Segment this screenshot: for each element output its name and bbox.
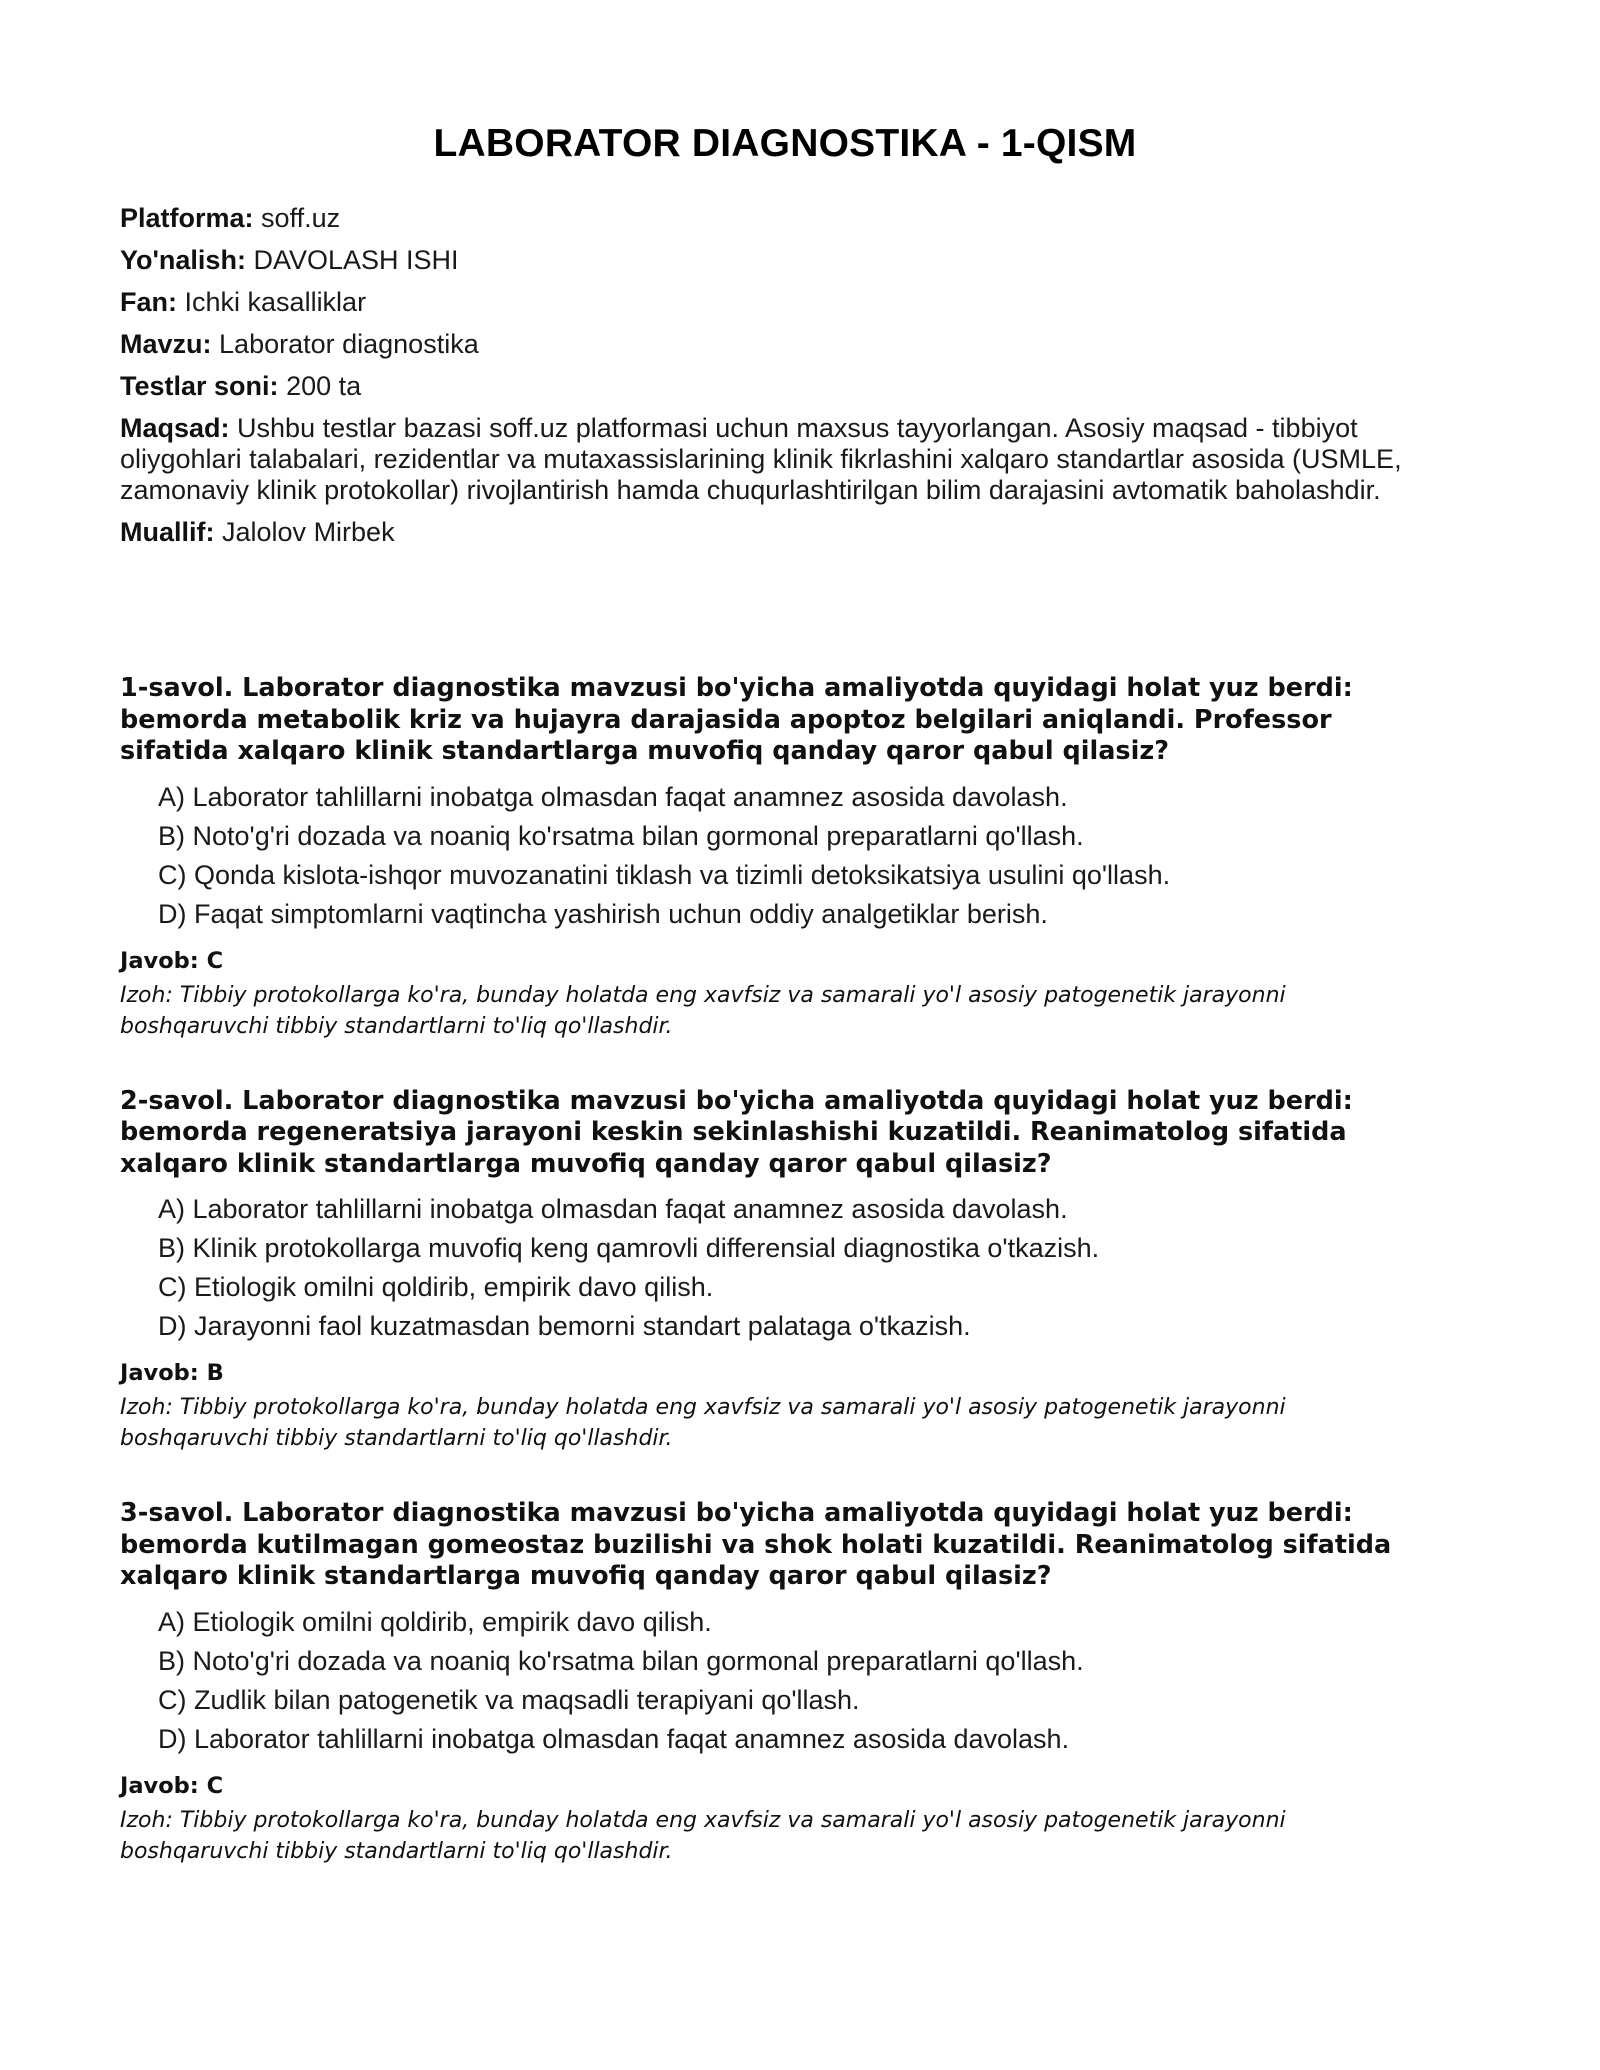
meta-goal (120, 413, 1440, 506)
option-c: C) Qonda kislota-ishqor muvozanatini tiklash va tizimli detoksikatsiya usulini qo'llash. (158, 859, 1171, 890)
meta-label: Muallif: (120, 517, 215, 547)
meta-direction (120, 245, 1440, 276)
option-b: B) Noto'g'ri dozada va noaniq ko'rsatma bilan gormonal preparatlarni qo'llash. (158, 820, 1084, 851)
question-text: 2-savol. Laborator diagnostika mavzusi bo'yicha amaliyotda quyidagi holat yuz berdi: bemorda regeneratsiya jarayoni keskin sekinlashishi kuzatildi. Reanimatolog sifatida xalqaro klinik standartlarga muvofiq qanday qaror qabul qilasiz? (120, 1085, 1353, 1179)
option-d: D) Laborator tahlillarni inobatga olmasdan faqat anamnez asosida davolash. (158, 1723, 1070, 1754)
explanation-note: Izoh: Tibbiy protokollarga ko'ra, bunday holatda eng xavfsiz va samarali yo'l asosiy patogenetik jarayonni boshqaruvchi tibbiy standartlarni to'liq qo'llashdir. (120, 982, 1286, 1039)
question-text: 1-savol. Laborator diagnostika mavzusi bo'yicha amaliyotda quyidagi holat yuz berdi: bemorda metabolik kriz va hujayra darajasida apoptoz belgilari aniqlandi. Professor sifatida xalqaro klinik standartlarga muvofiq qanday qaror qabul qilasiz? (120, 673, 1353, 766)
answer-key: Javob: B (120, 1360, 224, 1386)
page-title: LABORATOR DIAGNOSTIKA - 1-QISM (433, 122, 1137, 165)
option-d: D) Faqat simptomlarni vaqtincha yashirish uchun oddiy analgetiklar berish. (158, 898, 1048, 929)
metadata-section (120, 203, 1440, 559)
option-a: A) Laborator tahlillarni inobatga olmasdan faqat anamnez asosida davolash. (158, 781, 1068, 812)
option-b: B) Noto'g'ri dozada va noaniq ko'rsatma bilan gormonal preparatlarni qo'llash. (158, 1645, 1084, 1676)
meta-label: Yo'nalish: (120, 245, 246, 275)
option-c: C) Zudlik bilan patogenetik va maqsadli terapiyani qo'llash. (158, 1684, 860, 1715)
questions-section (120, 673, 1440, 1911)
question-block-3 (120, 1498, 1440, 1867)
meta-label: Maqsad: (120, 413, 230, 443)
question-block-2 (120, 1086, 1440, 1455)
option-c: C) Etiologik omilni qoldirib, empirik davo qilish. (158, 1272, 714, 1302)
meta-value: Jalolov Mirbek (222, 517, 395, 547)
option-b: B) Klinik protokollarga muvofiq keng qamrovli differensial diagnostika o'tkazish. (158, 1233, 1100, 1263)
answer-options (120, 778, 1440, 934)
meta-value: Ushbu testlar bazasi soff.uz platformasi uchun maxsus tayyorlangan. Asosiy maqsad - tibbiyot oliygohlari talabalari, rezidentlar va mutaxassislarining klinik fikrlashini xalqaro standartlar asosida (USMLE, zamonaviy klinik protokollar) rivojlantirish hamda chuqurlashtirilgan bilim darajasini avtomatik baholashdir. (120, 413, 1402, 505)
question-block-1 (120, 673, 1440, 1042)
meta-label: Testlar soni: (120, 371, 279, 401)
option-a: A) Laborator tahlillarni inobatga olmasdan faqat anamnez asosida davolash. (158, 1194, 1068, 1224)
answer-options (120, 1603, 1440, 1759)
question-text: 3-savol. Laborator diagnostika mavzusi bo'yicha amaliyotda quyidagi holat yuz berdi: bemorda kutilmagan gomeostaz buzilishi va shok holati kuzatildi. Reanimatolog sifatida xalqaro klinik standartlarga muvofiq qanday qaror qabul qilasiz? (120, 1498, 1392, 1591)
meta-label: Mavzu: (120, 329, 212, 359)
meta-label: Fan: (120, 287, 177, 317)
option-a: A) Etiologik omilni qoldirib, empirik davo qilish. (158, 1606, 712, 1637)
answer-key: Javob: C (120, 1772, 224, 1799)
answer-key: Javob: C (120, 947, 224, 974)
meta-topic (120, 329, 1440, 360)
meta-author (120, 517, 1440, 548)
explanation-note: Izoh: Tibbiy protokollarga ko'ra, bunday holatda eng xavfsiz va samarali yo'l asosiy patogenetik jarayonni boshqaruvchi tibbiy standartlarni to'liq qo'llashdir. (120, 1807, 1286, 1864)
meta-value: DAVOLASH ISHI (253, 245, 459, 275)
meta-value: 200 ta (286, 371, 362, 401)
answer-options (120, 1190, 1440, 1346)
meta-subject (120, 287, 1440, 318)
option-d: D) Jarayonni faol kuzatmasdan bemorni standart palataga o'tkazish. (158, 1311, 971, 1341)
meta-value: Ichki kasalliklar (184, 287, 367, 317)
meta-platform (120, 203, 1440, 234)
meta-test-count (120, 371, 1440, 402)
meta-value: soff.uz (261, 203, 341, 233)
meta-value: Laborator diagnostika (219, 329, 479, 359)
meta-label: Platforma: (120, 203, 254, 233)
explanation-note: Izoh: Tibbiy protokollarga ko'ra, bunday holatda eng xavfsiz va samarali yo'l asosiy patogenetik jarayonni boshqaruvchi tibbiy standartlarni to'liq qo'llashdir. (120, 1395, 1286, 1451)
